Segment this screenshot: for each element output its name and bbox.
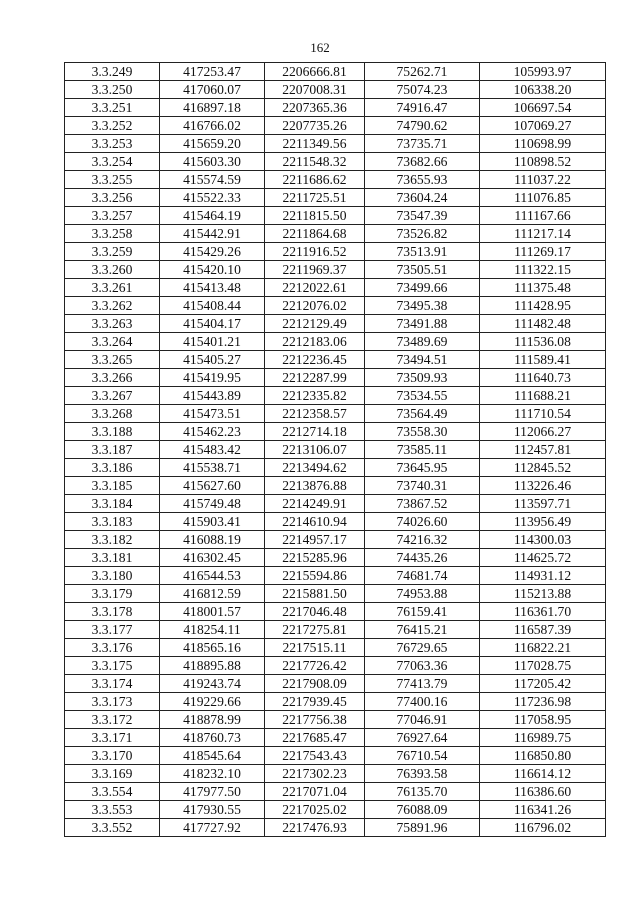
coord-b-cell: 2213876.88 xyxy=(265,477,365,495)
coord-b-cell: 2215594.86 xyxy=(265,567,365,585)
point-id-cell: 3.3.188 xyxy=(65,423,160,441)
table-row xyxy=(65,621,606,639)
coord-c-cell: 73735.71 xyxy=(365,135,480,153)
table-row xyxy=(65,171,606,189)
point-id-cell: 3.3.180 xyxy=(65,567,160,585)
coord-c-cell: 73499.66 xyxy=(365,279,480,297)
coord-d-cell: 105993.97 xyxy=(480,63,606,81)
coord-c-cell: 73494.51 xyxy=(365,351,480,369)
coord-d-cell: 116822.21 xyxy=(480,639,606,657)
coord-b-cell: 2217685.47 xyxy=(265,729,365,747)
coord-b-cell: 2207008.31 xyxy=(265,81,365,99)
coord-b-cell: 2207365.36 xyxy=(265,99,365,117)
coord-d-cell: 116361.70 xyxy=(480,603,606,621)
table-row xyxy=(65,153,606,171)
table-row xyxy=(65,405,606,423)
table-row xyxy=(65,333,606,351)
coord-b-cell: 2217275.81 xyxy=(265,621,365,639)
coord-b-cell: 2212022.61 xyxy=(265,279,365,297)
coord-d-cell: 115213.88 xyxy=(480,585,606,603)
table-row xyxy=(65,297,606,315)
coord-c-cell: 76710.54 xyxy=(365,747,480,765)
coord-b-cell: 2217939.45 xyxy=(265,693,365,711)
coord-c-cell: 73534.55 xyxy=(365,387,480,405)
coord-d-cell: 112066.27 xyxy=(480,423,606,441)
table-row xyxy=(65,513,606,531)
coord-c-cell: 74953.88 xyxy=(365,585,480,603)
coord-a-cell: 418760.73 xyxy=(160,729,265,747)
coord-c-cell: 74435.26 xyxy=(365,549,480,567)
coord-a-cell: 418254.11 xyxy=(160,621,265,639)
coord-d-cell: 107069.27 xyxy=(480,117,606,135)
coord-c-cell: 74216.32 xyxy=(365,531,480,549)
coord-b-cell: 2211969.37 xyxy=(265,261,365,279)
coord-a-cell: 416766.02 xyxy=(160,117,265,135)
coord-c-cell: 73526.82 xyxy=(365,225,480,243)
table-row xyxy=(65,315,606,333)
point-id-cell: 3.3.185 xyxy=(65,477,160,495)
coord-b-cell: 2217476.93 xyxy=(265,819,365,837)
coord-a-cell: 419243.74 xyxy=(160,675,265,693)
coord-d-cell: 110698.99 xyxy=(480,135,606,153)
coord-a-cell: 418878.99 xyxy=(160,711,265,729)
coord-a-cell: 415419.95 xyxy=(160,369,265,387)
coord-b-cell: 2212129.49 xyxy=(265,315,365,333)
coord-d-cell: 116614.12 xyxy=(480,765,606,783)
table-row xyxy=(65,351,606,369)
point-id-cell: 3.3.268 xyxy=(65,405,160,423)
coord-d-cell: 116989.75 xyxy=(480,729,606,747)
point-id-cell: 3.3.173 xyxy=(65,693,160,711)
table-row xyxy=(65,675,606,693)
coord-b-cell: 2217908.09 xyxy=(265,675,365,693)
coord-d-cell: 110898.52 xyxy=(480,153,606,171)
coord-a-cell: 419229.66 xyxy=(160,693,265,711)
coord-c-cell: 73740.31 xyxy=(365,477,480,495)
table-row xyxy=(65,603,606,621)
point-id-cell: 3.3.553 xyxy=(65,801,160,819)
coord-d-cell: 106697.54 xyxy=(480,99,606,117)
table-row xyxy=(65,117,606,135)
point-id-cell: 3.3.254 xyxy=(65,153,160,171)
coord-a-cell: 415413.48 xyxy=(160,279,265,297)
table-row xyxy=(65,369,606,387)
coord-d-cell: 117236.98 xyxy=(480,693,606,711)
point-id-cell: 3.3.251 xyxy=(65,99,160,117)
coord-a-cell: 418001.57 xyxy=(160,603,265,621)
coord-b-cell: 2211864.68 xyxy=(265,225,365,243)
point-id-cell: 3.3.258 xyxy=(65,225,160,243)
point-id-cell: 3.3.186 xyxy=(65,459,160,477)
coord-a-cell: 416302.45 xyxy=(160,549,265,567)
coord-a-cell: 418895.88 xyxy=(160,657,265,675)
coord-a-cell: 415627.60 xyxy=(160,477,265,495)
table-row xyxy=(65,693,606,711)
coord-c-cell: 73505.51 xyxy=(365,261,480,279)
coord-b-cell: 2215285.96 xyxy=(265,549,365,567)
coord-b-cell: 2212236.45 xyxy=(265,351,365,369)
coord-b-cell: 2217071.04 xyxy=(265,783,365,801)
coord-a-cell: 415442.91 xyxy=(160,225,265,243)
coord-d-cell: 111482.48 xyxy=(480,315,606,333)
coord-b-cell: 2213106.07 xyxy=(265,441,365,459)
point-id-cell: 3.3.262 xyxy=(65,297,160,315)
coord-d-cell: 111589.41 xyxy=(480,351,606,369)
point-id-cell: 3.3.178 xyxy=(65,603,160,621)
coord-d-cell: 116587.39 xyxy=(480,621,606,639)
coord-c-cell: 76393.58 xyxy=(365,765,480,783)
coord-a-cell: 415473.51 xyxy=(160,405,265,423)
coord-c-cell: 75074.23 xyxy=(365,81,480,99)
point-id-cell: 3.3.259 xyxy=(65,243,160,261)
coord-c-cell: 76927.64 xyxy=(365,729,480,747)
point-id-cell: 3.3.267 xyxy=(65,387,160,405)
coord-b-cell: 2217046.48 xyxy=(265,603,365,621)
coord-c-cell: 73645.95 xyxy=(365,459,480,477)
coord-d-cell: 113956.49 xyxy=(480,513,606,531)
point-id-cell: 3.3.183 xyxy=(65,513,160,531)
coord-d-cell: 116796.02 xyxy=(480,819,606,837)
page-number: 162 xyxy=(310,40,330,55)
coord-d-cell: 112845.52 xyxy=(480,459,606,477)
point-id-cell: 3.3.253 xyxy=(65,135,160,153)
point-id-cell: 3.3.261 xyxy=(65,279,160,297)
coord-a-cell: 415401.21 xyxy=(160,333,265,351)
coord-a-cell: 415404.17 xyxy=(160,315,265,333)
coord-c-cell: 73682.66 xyxy=(365,153,480,171)
coord-a-cell: 417977.50 xyxy=(160,783,265,801)
coord-b-cell: 2211725.51 xyxy=(265,189,365,207)
table-row xyxy=(65,819,606,837)
coord-b-cell: 2214610.94 xyxy=(265,513,365,531)
table-row xyxy=(65,549,606,567)
table-row xyxy=(65,801,606,819)
coord-c-cell: 74681.74 xyxy=(365,567,480,585)
coord-c-cell: 76159.41 xyxy=(365,603,480,621)
coord-a-cell: 415603.30 xyxy=(160,153,265,171)
coord-a-cell: 415522.33 xyxy=(160,189,265,207)
coord-c-cell: 73491.88 xyxy=(365,315,480,333)
coord-d-cell: 111375.48 xyxy=(480,279,606,297)
point-id-cell: 3.3.176 xyxy=(65,639,160,657)
coord-c-cell: 73655.93 xyxy=(365,171,480,189)
table-row xyxy=(65,81,606,99)
coord-b-cell: 2215881.50 xyxy=(265,585,365,603)
table-row xyxy=(65,135,606,153)
coord-b-cell: 2212076.02 xyxy=(265,297,365,315)
table-row xyxy=(65,747,606,765)
point-id-cell: 3.3.554 xyxy=(65,783,160,801)
coord-d-cell: 114625.72 xyxy=(480,549,606,567)
point-id-cell: 3.3.265 xyxy=(65,351,160,369)
coord-b-cell: 2211686.62 xyxy=(265,171,365,189)
coord-b-cell: 2211548.32 xyxy=(265,153,365,171)
coord-b-cell: 2206666.81 xyxy=(265,63,365,81)
coord-d-cell: 113597.71 xyxy=(480,495,606,513)
coord-c-cell: 76088.09 xyxy=(365,801,480,819)
coord-c-cell: 73564.49 xyxy=(365,405,480,423)
table-row xyxy=(65,639,606,657)
coord-b-cell: 2211349.56 xyxy=(265,135,365,153)
table-row xyxy=(65,441,606,459)
point-id-cell: 3.3.257 xyxy=(65,207,160,225)
coord-a-cell: 416544.53 xyxy=(160,567,265,585)
coord-d-cell: 111428.95 xyxy=(480,297,606,315)
coord-b-cell: 2217515.11 xyxy=(265,639,365,657)
coord-d-cell: 111710.54 xyxy=(480,405,606,423)
coord-b-cell: 2211815.50 xyxy=(265,207,365,225)
coord-b-cell: 2217543.43 xyxy=(265,747,365,765)
point-id-cell: 3.3.169 xyxy=(65,765,160,783)
coord-a-cell: 418565.16 xyxy=(160,639,265,657)
table-row xyxy=(65,261,606,279)
coord-a-cell: 415420.10 xyxy=(160,261,265,279)
coord-b-cell: 2212183.06 xyxy=(265,333,365,351)
coord-a-cell: 415483.42 xyxy=(160,441,265,459)
coord-a-cell: 418232.10 xyxy=(160,765,265,783)
coord-d-cell: 114300.03 xyxy=(480,531,606,549)
point-id-cell: 3.3.263 xyxy=(65,315,160,333)
coord-d-cell: 116850.80 xyxy=(480,747,606,765)
coord-b-cell: 2214957.17 xyxy=(265,531,365,549)
point-id-cell: 3.3.172 xyxy=(65,711,160,729)
point-id-cell: 3.3.171 xyxy=(65,729,160,747)
coord-a-cell: 415443.89 xyxy=(160,387,265,405)
coord-d-cell: 111269.17 xyxy=(480,243,606,261)
coord-b-cell: 2212358.57 xyxy=(265,405,365,423)
coord-a-cell: 417253.47 xyxy=(160,63,265,81)
coord-c-cell: 74026.60 xyxy=(365,513,480,531)
coord-d-cell: 116341.26 xyxy=(480,801,606,819)
table-row xyxy=(65,459,606,477)
coord-c-cell: 75262.71 xyxy=(365,63,480,81)
coord-c-cell: 77046.91 xyxy=(365,711,480,729)
table-row xyxy=(65,387,606,405)
coord-a-cell: 415408.44 xyxy=(160,297,265,315)
coord-d-cell: 111167.66 xyxy=(480,207,606,225)
coord-c-cell: 73867.52 xyxy=(365,495,480,513)
coord-d-cell: 117205.42 xyxy=(480,675,606,693)
coord-b-cell: 2217025.02 xyxy=(265,801,365,819)
table-row xyxy=(65,765,606,783)
coord-b-cell: 2212287.99 xyxy=(265,369,365,387)
point-id-cell: 3.3.182 xyxy=(65,531,160,549)
coord-a-cell: 415659.20 xyxy=(160,135,265,153)
table-row xyxy=(65,63,606,81)
table-row xyxy=(65,495,606,513)
table-row xyxy=(65,585,606,603)
table-row xyxy=(65,783,606,801)
coord-c-cell: 73495.38 xyxy=(365,297,480,315)
table-row xyxy=(65,423,606,441)
coord-d-cell: 113226.46 xyxy=(480,477,606,495)
table-row xyxy=(65,207,606,225)
point-id-cell: 3.3.175 xyxy=(65,657,160,675)
coord-a-cell: 415749.48 xyxy=(160,495,265,513)
table-body xyxy=(65,63,606,837)
point-id-cell: 3.3.181 xyxy=(65,549,160,567)
coord-b-cell: 2214249.91 xyxy=(265,495,365,513)
point-id-cell: 3.3.264 xyxy=(65,333,160,351)
coord-a-cell: 416088.19 xyxy=(160,531,265,549)
table-row xyxy=(65,99,606,117)
coord-c-cell: 77400.16 xyxy=(365,693,480,711)
coord-a-cell: 417930.55 xyxy=(160,801,265,819)
coord-d-cell: 111037.22 xyxy=(480,171,606,189)
table-row xyxy=(65,531,606,549)
table-row xyxy=(65,477,606,495)
table-row xyxy=(65,279,606,297)
coord-c-cell: 77063.36 xyxy=(365,657,480,675)
coord-d-cell: 111688.21 xyxy=(480,387,606,405)
coord-b-cell: 2212335.82 xyxy=(265,387,365,405)
point-id-cell: 3.3.255 xyxy=(65,171,160,189)
table-row xyxy=(65,657,606,675)
point-id-cell: 3.3.552 xyxy=(65,819,160,837)
coord-c-cell: 76729.65 xyxy=(365,639,480,657)
coord-d-cell: 117058.95 xyxy=(480,711,606,729)
coord-d-cell: 111322.15 xyxy=(480,261,606,279)
coord-b-cell: 2213494.62 xyxy=(265,459,365,477)
coord-d-cell: 111076.85 xyxy=(480,189,606,207)
table-row xyxy=(65,189,606,207)
coordinate-table xyxy=(64,62,606,837)
coord-a-cell: 417060.07 xyxy=(160,81,265,99)
table-row xyxy=(65,225,606,243)
coord-a-cell: 416897.18 xyxy=(160,99,265,117)
coord-a-cell: 415574.59 xyxy=(160,171,265,189)
coord-c-cell: 73513.91 xyxy=(365,243,480,261)
point-id-cell: 3.3.174 xyxy=(65,675,160,693)
coord-a-cell: 415462.23 xyxy=(160,423,265,441)
coord-c-cell: 74916.47 xyxy=(365,99,480,117)
point-id-cell: 3.3.187 xyxy=(65,441,160,459)
coord-d-cell: 116386.60 xyxy=(480,783,606,801)
coord-c-cell: 77413.79 xyxy=(365,675,480,693)
coord-d-cell: 112457.81 xyxy=(480,441,606,459)
coord-c-cell: 73558.30 xyxy=(365,423,480,441)
point-id-cell: 3.3.179 xyxy=(65,585,160,603)
coord-c-cell: 75891.96 xyxy=(365,819,480,837)
point-id-cell: 3.3.177 xyxy=(65,621,160,639)
coord-c-cell: 76415.21 xyxy=(365,621,480,639)
table-row xyxy=(65,711,606,729)
coord-d-cell: 111640.73 xyxy=(480,369,606,387)
table-row xyxy=(65,729,606,747)
point-id-cell: 3.3.252 xyxy=(65,117,160,135)
coord-a-cell: 415538.71 xyxy=(160,459,265,477)
coord-c-cell: 74790.62 xyxy=(365,117,480,135)
coord-b-cell: 2211916.52 xyxy=(265,243,365,261)
coord-d-cell: 114931.12 xyxy=(480,567,606,585)
table-row xyxy=(65,243,606,261)
coord-b-cell: 2217756.38 xyxy=(265,711,365,729)
table-row xyxy=(65,567,606,585)
coord-c-cell: 73547.39 xyxy=(365,207,480,225)
coord-b-cell: 2217302.23 xyxy=(265,765,365,783)
coord-c-cell: 73509.93 xyxy=(365,369,480,387)
point-id-cell: 3.3.170 xyxy=(65,747,160,765)
coord-a-cell: 415903.41 xyxy=(160,513,265,531)
coord-d-cell: 111217.14 xyxy=(480,225,606,243)
coord-d-cell: 117028.75 xyxy=(480,657,606,675)
coord-d-cell: 111536.08 xyxy=(480,333,606,351)
point-id-cell: 3.3.249 xyxy=(65,63,160,81)
coord-a-cell: 416812.59 xyxy=(160,585,265,603)
coord-a-cell: 415405.27 xyxy=(160,351,265,369)
point-id-cell: 3.3.256 xyxy=(65,189,160,207)
point-id-cell: 3.3.266 xyxy=(65,369,160,387)
coord-b-cell: 2217726.42 xyxy=(265,657,365,675)
coord-b-cell: 2212714.18 xyxy=(265,423,365,441)
coord-a-cell: 415464.19 xyxy=(160,207,265,225)
point-id-cell: 3.3.250 xyxy=(65,81,160,99)
point-id-cell: 3.3.260 xyxy=(65,261,160,279)
coord-c-cell: 76135.70 xyxy=(365,783,480,801)
coord-b-cell: 2207735.26 xyxy=(265,117,365,135)
coord-a-cell: 418545.64 xyxy=(160,747,265,765)
coord-c-cell: 73585.11 xyxy=(365,441,480,459)
coord-a-cell: 415429.26 xyxy=(160,243,265,261)
coord-a-cell: 417727.92 xyxy=(160,819,265,837)
coord-c-cell: 73489.69 xyxy=(365,333,480,351)
coord-d-cell: 106338.20 xyxy=(480,81,606,99)
coord-c-cell: 73604.24 xyxy=(365,189,480,207)
point-id-cell: 3.3.184 xyxy=(65,495,160,513)
